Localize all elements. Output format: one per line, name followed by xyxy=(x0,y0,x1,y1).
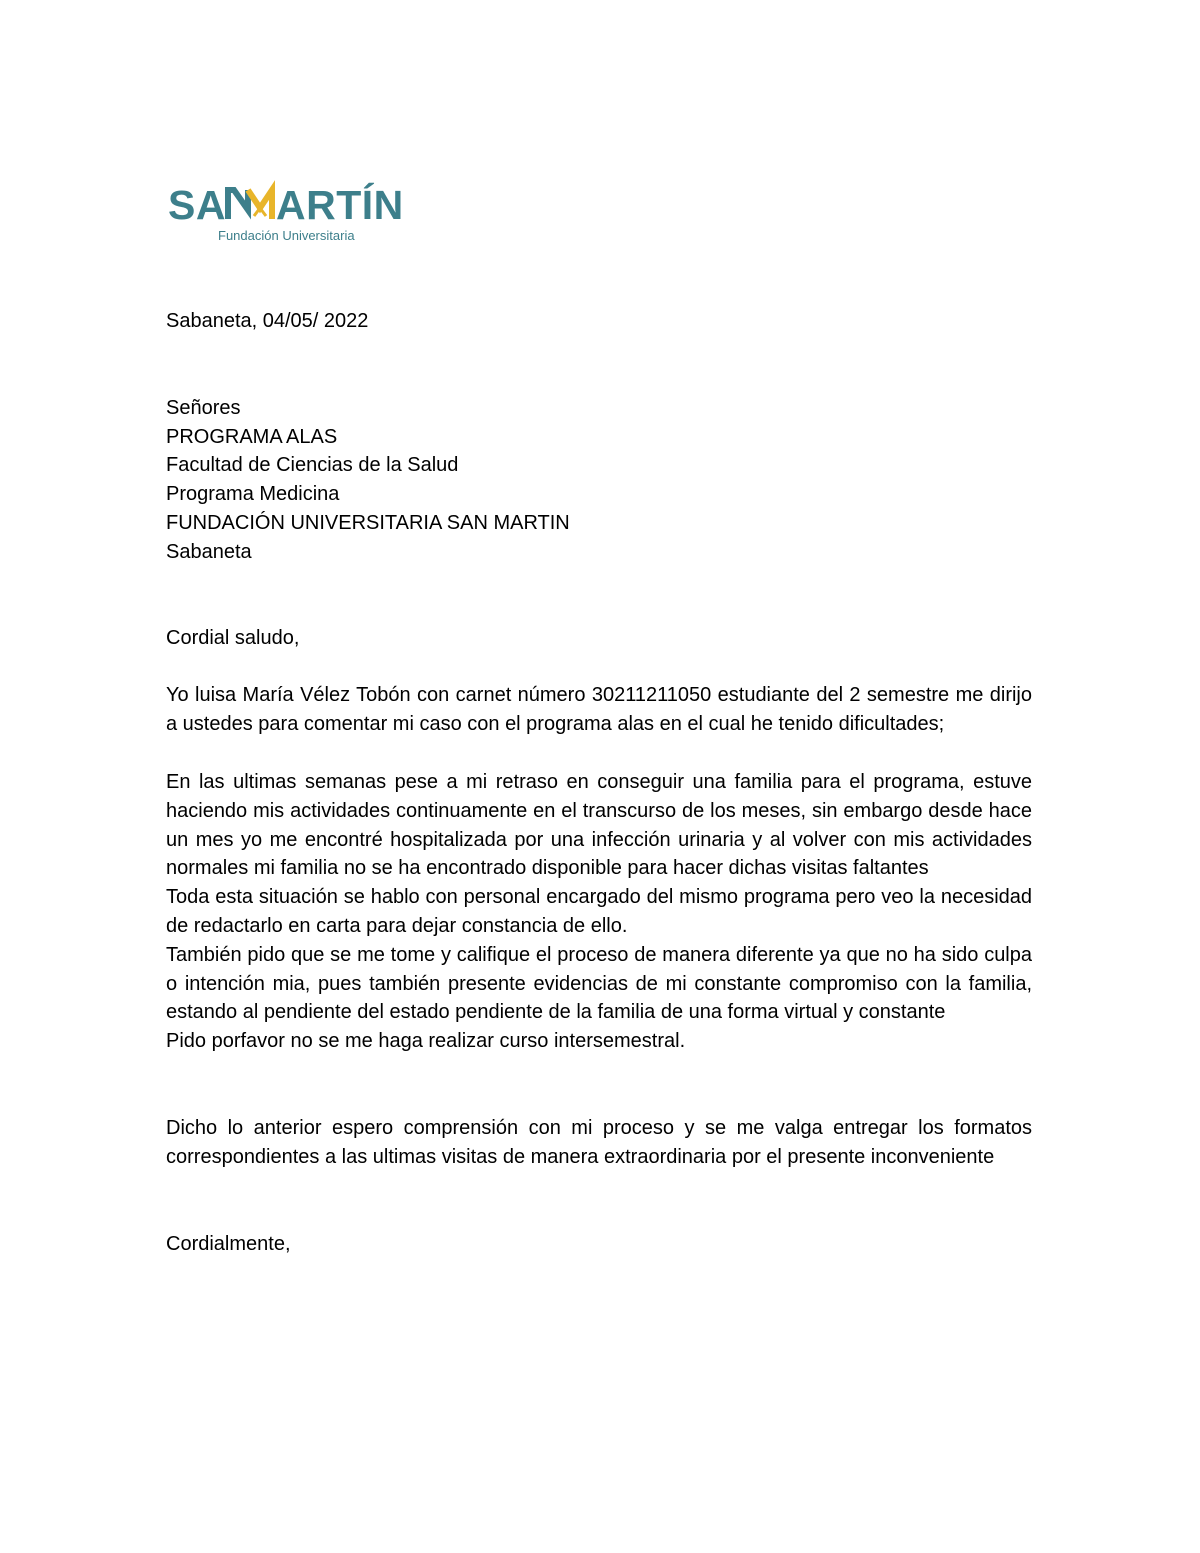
recipient-line: Programa Medicina xyxy=(166,483,340,506)
svg-text:ARTÍN: ARTÍN xyxy=(276,182,404,228)
recipient-line: Sabaneta xyxy=(166,540,252,563)
signoff: Cordialmente, xyxy=(166,1232,291,1255)
sanmartin-logo-icon xyxy=(168,180,428,250)
recipient-line: PROGRAMA ALAS xyxy=(166,425,338,448)
logo-subtitle: Fundación Universitaria xyxy=(218,228,355,243)
body-paragraph: Toda esta situación se hablo con personal encargado del mismo programa pero veo la necesidad de redactarlo en carta para dejar constancia de ello. xyxy=(166,886,1032,937)
body-paragraph: En las ultimas semanas pese a mi retraso en conseguir una familia para el programa, estuve haciendo mis actividades continuamente en el transcurso de los meses, sin embargo desde hace un mes yo me encontré hospitalizada por una infección urinaria y al volver con mis actividades normales mi familia no se ha encontrado disponible para hacer dichas visitas faltantes xyxy=(166,770,1032,880)
recipient-line: FUNDACIÓN UNIVERSITARIA SAN MARTIN xyxy=(166,511,570,534)
closing-paragraph: Dicho lo anterior espero comprensión con mi proceso y se me valga entregar los formatos correspondientes a las ultimas visitas de manera extraordinaria por el presente inconveniente xyxy=(166,1116,1032,1168)
letter-body xyxy=(166,307,1032,1258)
letter-date: Sabaneta, 04/05/ 2022 xyxy=(166,310,369,332)
recipient-line: Señores xyxy=(166,396,241,419)
body-paragraph: Pido porfavor no se me haga realizar curso intersemestral. xyxy=(166,1030,686,1053)
salutation: Cordial saludo, xyxy=(166,626,300,649)
intro-paragraph: Yo luisa María Vélez Tobón con carnet número 30211211050 estudiante del 2 semestre me dirijo a ustedes para comentar mi caso con el programa alas en el cual he tenido dificultades; xyxy=(166,684,1032,736)
recipient-line: Facultad de Ciencias de la Salud xyxy=(166,454,459,477)
body-paragraph: También pido que se me tome y califique el proceso de manera diferente ya que no ha sido culpa o intención mia, pues también presente evidencias de mi constante compromiso con la familia, estando al pendiente del estado pendiente de la familia de una forma virtual y constante xyxy=(166,943,1032,1024)
university-logo xyxy=(168,180,428,250)
svg-text:SA: SA xyxy=(168,182,226,228)
